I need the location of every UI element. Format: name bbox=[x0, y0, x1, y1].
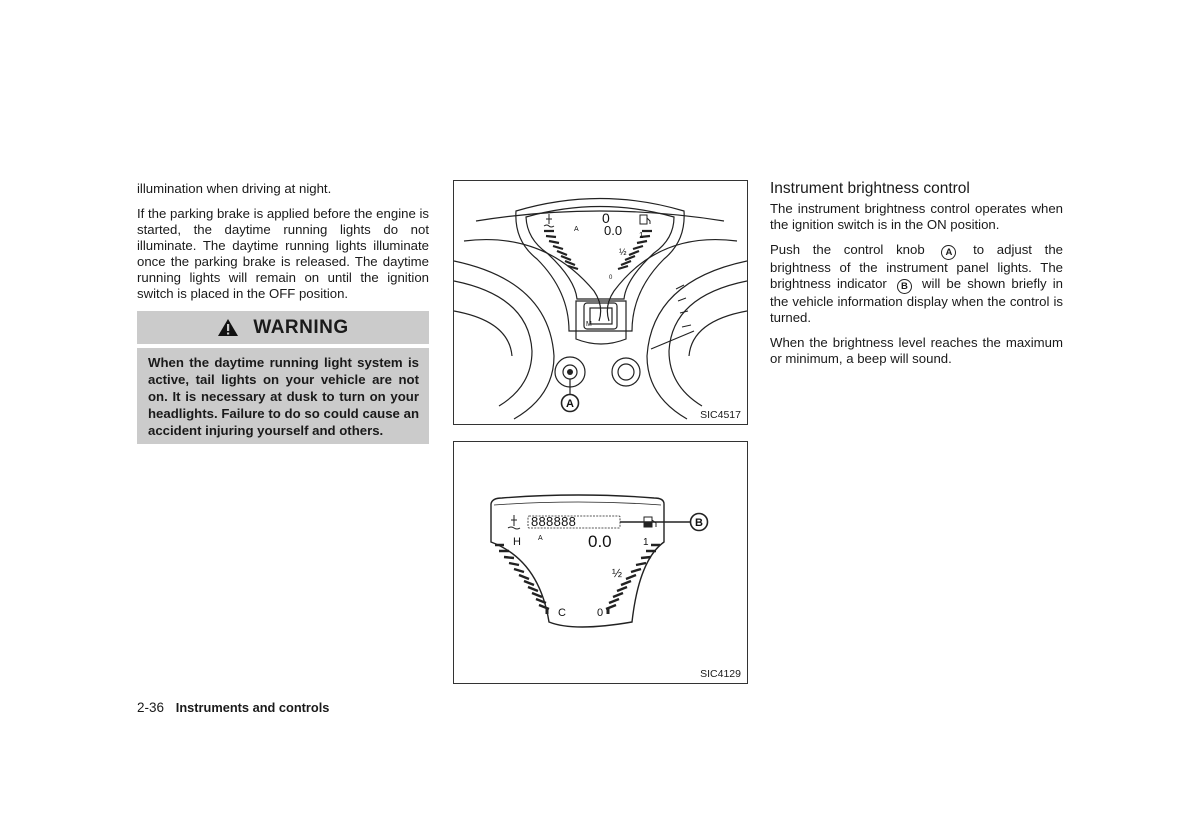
figure-lcd-display bbox=[453, 441, 748, 684]
lcd-main-value: 0.0 bbox=[588, 532, 612, 551]
fuel-empty-mark: 0 bbox=[597, 607, 604, 619]
fuel-pump-icon bbox=[640, 215, 650, 224]
fuel-empty-mark: 0 bbox=[609, 275, 613, 281]
figure-label: SIC4129 bbox=[700, 668, 741, 680]
paragraph-control-knob bbox=[770, 242, 1063, 326]
odometer-digits: 888888 bbox=[531, 514, 577, 529]
text-segment: to adjust the brightness of the instrument panel lights. The brightness indicator bbox=[770, 242, 1063, 291]
warning-text: When the daytime running light system is active, tail lights on your vehicle are not on. It is necessary at dusk to turn on your headlights. Failure to do so could cause an accident injuring yourself and others. bbox=[148, 355, 419, 438]
instrument-cluster-illustration bbox=[454, 181, 747, 424]
callout-a: A bbox=[566, 398, 574, 410]
coolant-temp-icon bbox=[544, 214, 554, 227]
lcd-a-indicator: A bbox=[538, 535, 543, 542]
lcd-a-indicator: A bbox=[574, 226, 579, 233]
warning-box bbox=[137, 311, 429, 444]
fuel-full-mark: 1 bbox=[639, 231, 644, 240]
left-column bbox=[137, 181, 429, 444]
warning-triangle-icon bbox=[217, 318, 239, 337]
warning-header bbox=[137, 311, 429, 348]
temp-cold-mark: C bbox=[558, 607, 566, 619]
warning-title: WARNING bbox=[253, 316, 349, 338]
coolant-temp-icon bbox=[508, 515, 520, 529]
section-title: Instruments and controls bbox=[175, 700, 330, 715]
paragraph-beep: When the brightness level reaches the maximum or minimum, a beep will sound. bbox=[770, 335, 1063, 366]
temp-hot-mark: H bbox=[513, 536, 521, 548]
fuel-full-mark: 1 bbox=[643, 537, 649, 548]
figure-instrument-cluster bbox=[453, 180, 748, 425]
paragraph-brightness-intro: The instrument brightness control operates when the ignition switch is in the ON position. bbox=[770, 201, 1063, 232]
callout-b: B bbox=[695, 517, 703, 529]
lcd-main-value: 0.0 bbox=[604, 223, 623, 238]
lcd-display-illustration bbox=[454, 442, 747, 683]
fuel-half-mark: ½ bbox=[612, 566, 623, 580]
lcd-top-digit: 0 bbox=[602, 210, 610, 226]
right-column bbox=[770, 181, 1063, 376]
callout-a-inline: A bbox=[941, 245, 956, 260]
display-mode-label: M bbox=[586, 321, 592, 328]
figure-label: SIC4517 bbox=[700, 409, 741, 421]
text-segment: Push the control knob bbox=[770, 242, 925, 257]
page-number: 2-36 bbox=[137, 700, 165, 715]
page-footer bbox=[137, 700, 329, 715]
fuel-half-mark: ½ bbox=[619, 247, 627, 257]
paragraph-illumination: illumination when driving at night. bbox=[137, 181, 332, 196]
callout-b-inline: B bbox=[897, 279, 912, 294]
text-segment: will be shown briefly in the vehicle information display when the control is turned. bbox=[770, 276, 1063, 325]
paragraph-parking-brake: If the parking brake is applied before the engine is started, the daytime running lights do not illuminate. The daytime running lights illuminate once the parking brake is released. The daytime running lights will remain on until the ignition switch is placed in the OFF position. bbox=[137, 206, 429, 301]
section-heading: Instrument brightness control bbox=[770, 180, 970, 197]
